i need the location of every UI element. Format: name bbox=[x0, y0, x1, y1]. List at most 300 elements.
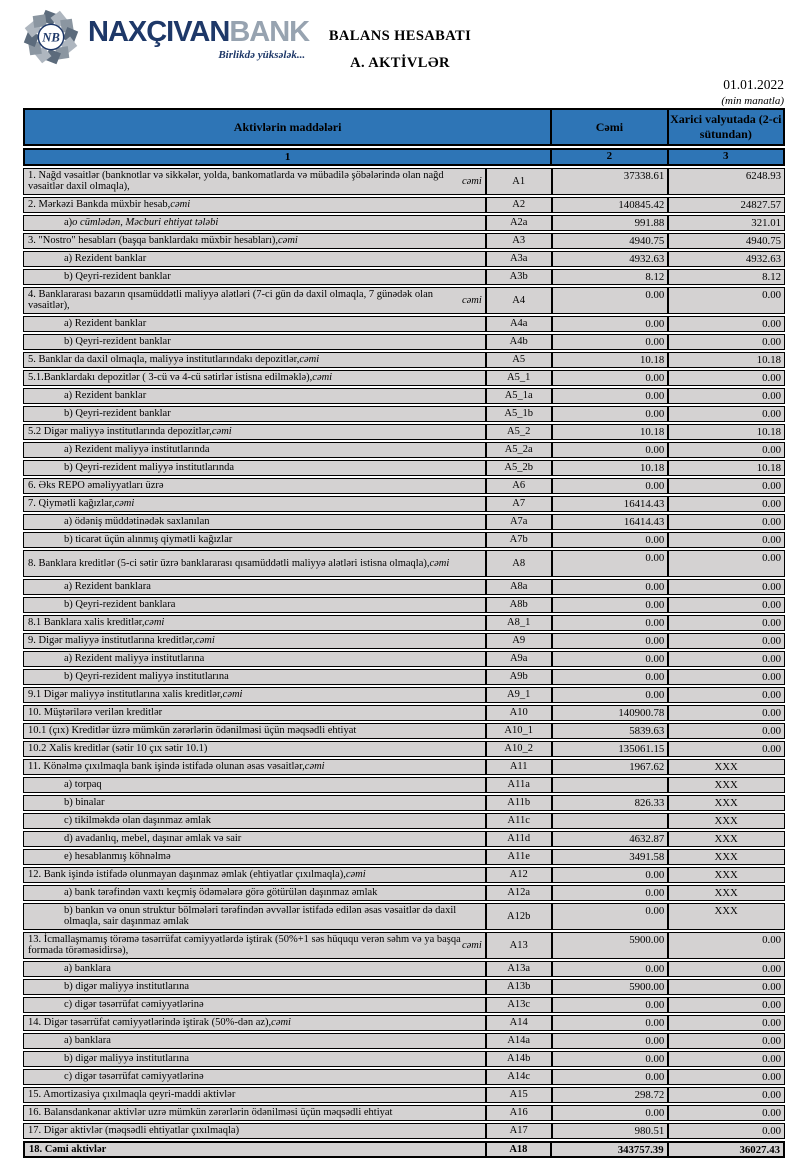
row-label-text: b) Qeyri-rezident banklara bbox=[64, 599, 176, 610]
row-foreign: XXX bbox=[667, 868, 784, 882]
row-label-text: b) Qeyri-rezident maliyyə institutlarına bbox=[64, 671, 229, 682]
row-code: A7b bbox=[485, 533, 551, 547]
row-foreign: 0.00 bbox=[667, 742, 784, 756]
row-foreign: 0.00 bbox=[667, 533, 784, 547]
row-label-text: c) tikilməkdə olan daşınmaz əmlak bbox=[64, 815, 211, 826]
row-total: 3491.58 bbox=[551, 850, 668, 864]
row-label-text: 2. Mərkəzi Bankda müxbir hesab, bbox=[28, 199, 171, 210]
row-label bbox=[24, 288, 485, 313]
row-label-text: 11. Könəlmə çıxılmaqla bank işində istifadə olunan əsas vəsaitlər, bbox=[28, 761, 305, 772]
row-label-text: c) digər təsərrüfat cəmiyyətlərinə bbox=[64, 999, 204, 1010]
row-code: A1 bbox=[485, 169, 551, 194]
row-code: A5_1b bbox=[485, 407, 551, 421]
row-label-text: a) Rezident banklar bbox=[64, 390, 147, 401]
row-label bbox=[24, 933, 485, 958]
row-code: A13b bbox=[485, 980, 551, 994]
row-label bbox=[24, 317, 485, 331]
row-label bbox=[24, 533, 485, 547]
row-label-text: a) Rezident banklar bbox=[64, 253, 147, 264]
row-code: A5_2b bbox=[485, 461, 551, 475]
row-label-italic: cəmi bbox=[461, 175, 482, 187]
row-total: 4632.87 bbox=[551, 832, 668, 846]
row-total: 0.00 bbox=[551, 962, 668, 976]
row-total: 991.88 bbox=[551, 216, 668, 230]
table-row bbox=[23, 514, 785, 530]
row-label-italic: cəmi bbox=[114, 498, 135, 509]
header-total: Cəmi bbox=[550, 110, 666, 144]
row-label bbox=[24, 760, 485, 774]
row-total bbox=[551, 814, 668, 828]
row-label-text: a) banklara bbox=[64, 963, 111, 974]
row-label-text: 18. Cəmi aktivlər bbox=[29, 1143, 107, 1155]
table-row bbox=[23, 1105, 785, 1121]
row-total: 0.00 bbox=[551, 1016, 668, 1030]
row-total: 0.00 bbox=[551, 371, 668, 385]
row-total: 135061.15 bbox=[551, 742, 668, 756]
header-items: Aktivlərin maddələri bbox=[233, 119, 342, 134]
row-label bbox=[24, 479, 485, 493]
row-code: A11b bbox=[485, 796, 551, 810]
row-foreign: 0.00 bbox=[667, 407, 784, 421]
row-code: A17 bbox=[485, 1124, 551, 1138]
row-total: 343757.39 bbox=[550, 1143, 666, 1157]
table-row bbox=[23, 478, 785, 494]
table-row bbox=[23, 460, 785, 476]
row-label bbox=[24, 904, 485, 929]
row-label-text: a) bbox=[64, 217, 73, 228]
table-row bbox=[23, 777, 785, 793]
row-foreign: 10.18 bbox=[667, 461, 784, 475]
row-code: A7 bbox=[485, 497, 551, 511]
row-foreign: 0.00 bbox=[667, 479, 784, 493]
row-label bbox=[24, 706, 485, 720]
row-foreign: 0.00 bbox=[667, 317, 784, 331]
row-label bbox=[24, 1106, 485, 1120]
row-code: A11d bbox=[485, 832, 551, 846]
row-total: 1967.62 bbox=[551, 760, 668, 774]
row-label bbox=[24, 832, 485, 846]
row-total: 0.00 bbox=[551, 1052, 668, 1066]
table-row bbox=[23, 849, 785, 865]
row-total: 0.00 bbox=[551, 634, 668, 648]
row-foreign: 0.00 bbox=[667, 1070, 784, 1084]
row-label-italic: cəmi bbox=[194, 635, 215, 646]
table-row bbox=[23, 269, 785, 285]
table-row bbox=[23, 442, 785, 458]
row-code: A7a bbox=[485, 515, 551, 529]
row-total: 0.00 bbox=[551, 580, 668, 594]
row-label-text: a) bank tərəfindən vaxtı keçmiş ödəmələrə görə götürülən daşınmaz əmlak bbox=[64, 887, 378, 898]
row-label bbox=[24, 742, 485, 756]
row-code: A14c bbox=[485, 1070, 551, 1084]
row-label bbox=[24, 998, 485, 1012]
row-label-text: b) binalar bbox=[64, 797, 105, 808]
row-total: 10.18 bbox=[551, 353, 668, 367]
row-label bbox=[24, 216, 485, 230]
row-code: A2a bbox=[485, 216, 551, 230]
row-foreign: 8.12 bbox=[667, 270, 784, 284]
row-total: 0.00 bbox=[551, 1106, 668, 1120]
row-label bbox=[24, 497, 485, 511]
table-row bbox=[23, 251, 785, 267]
row-code: A5_1 bbox=[485, 371, 551, 385]
table-row bbox=[23, 723, 785, 739]
row-total: 0.00 bbox=[551, 1070, 668, 1084]
row-code: A11 bbox=[485, 760, 551, 774]
row-label-text: 9. Digər maliyyə institutlarına kreditlər, bbox=[28, 635, 195, 646]
row-foreign: 0.00 bbox=[667, 652, 784, 666]
row-label bbox=[24, 234, 485, 248]
table-row bbox=[23, 615, 785, 631]
row-label bbox=[24, 1124, 485, 1138]
row-label bbox=[24, 616, 485, 630]
row-foreign: 0.00 bbox=[667, 598, 784, 612]
table-row bbox=[23, 997, 785, 1013]
row-foreign: 0.00 bbox=[667, 962, 784, 976]
row-total: 5839.63 bbox=[551, 724, 668, 738]
row-label-text: a) torpaq bbox=[64, 779, 102, 790]
row-label-text: 4. Banklararası bazarın qısamüddətli maliyyə alətləri (7-ci gün də daxil olmaqla, 7 günədək olan vəsaitlər), bbox=[28, 288, 433, 312]
row-label bbox=[24, 962, 485, 976]
row-total: 4940.75 bbox=[551, 234, 668, 248]
row-label bbox=[24, 688, 485, 702]
row-foreign: 0.00 bbox=[667, 515, 784, 529]
row-code: A13c bbox=[485, 998, 551, 1012]
row-label-italic: cəmi bbox=[429, 557, 450, 569]
row-code: A18 bbox=[485, 1143, 551, 1157]
row-code: A14 bbox=[485, 1016, 551, 1030]
row-code: A4b bbox=[485, 335, 551, 349]
row-label bbox=[24, 270, 485, 284]
row-foreign: 0.00 bbox=[667, 1034, 784, 1048]
row-label-text: b) Qeyri-rezident banklar bbox=[64, 336, 171, 347]
row-foreign: 0.00 bbox=[667, 998, 784, 1012]
row-total: 0.00 bbox=[551, 335, 668, 349]
row-foreign: 10.18 bbox=[667, 425, 784, 439]
table-row bbox=[23, 579, 785, 595]
row-code: A12b bbox=[485, 904, 551, 929]
row-code: A10 bbox=[485, 706, 551, 720]
balance-table bbox=[23, 108, 785, 1160]
row-label bbox=[24, 980, 485, 994]
row-label bbox=[24, 598, 485, 612]
row-label bbox=[24, 1052, 485, 1066]
row-label bbox=[24, 335, 485, 349]
row-label bbox=[24, 371, 485, 385]
row-label-text: e) hesablanmış köhnəlmə bbox=[64, 851, 171, 862]
table-row bbox=[23, 903, 785, 930]
table-row bbox=[23, 979, 785, 995]
row-foreign: 36027.43 bbox=[667, 1143, 783, 1157]
row-foreign: 0.00 bbox=[667, 580, 784, 594]
row-label-text: 3. "Nostro" hesabları (başqa banklardakı müxbir hesabları), bbox=[28, 235, 278, 246]
row-label bbox=[24, 443, 485, 457]
row-label bbox=[24, 1070, 485, 1084]
row-label bbox=[24, 353, 485, 367]
row-total: 0.00 bbox=[551, 868, 668, 882]
row-label-text: 13. İcmallaşmamış törəmə təsərrüfat cəmiyyətlərdə iştirak (50%+1 səs hüququ verən səhm və ya başqa formada törəməsidirsə), bbox=[28, 933, 461, 957]
table-row bbox=[23, 741, 785, 757]
row-label bbox=[24, 425, 485, 439]
row-label-text: a) ödəniş müddətinədək saxlanılan bbox=[64, 516, 210, 527]
row-total: 8.12 bbox=[551, 270, 668, 284]
row-code: A10_2 bbox=[485, 742, 551, 756]
table-row bbox=[23, 932, 785, 959]
table-row bbox=[23, 352, 785, 368]
row-code: A8a bbox=[485, 580, 551, 594]
row-label bbox=[24, 169, 485, 194]
row-label bbox=[24, 252, 485, 266]
row-label-text: 7. Qiymətli kağızlar, bbox=[28, 498, 115, 509]
bank-monogram: NB bbox=[42, 30, 60, 45]
table-row bbox=[23, 168, 785, 195]
row-label bbox=[25, 1143, 485, 1157]
row-label-italic: cəmi bbox=[312, 372, 333, 383]
row-label bbox=[24, 868, 485, 882]
report-title: BALANS HESABATI bbox=[328, 28, 472, 44]
row-label bbox=[24, 796, 485, 810]
row-total: 0.00 bbox=[551, 288, 668, 313]
row-code: A14a bbox=[485, 1034, 551, 1048]
row-total: 0.00 bbox=[551, 407, 668, 421]
row-foreign: XXX bbox=[667, 796, 784, 810]
table-row bbox=[23, 233, 785, 249]
row-code: A4a bbox=[485, 317, 551, 331]
row-total: 0.00 bbox=[551, 652, 668, 666]
row-total: 0.00 bbox=[551, 551, 668, 576]
row-label-text: 6. Əks REPO əməliyyatları üzrə bbox=[28, 480, 164, 491]
row-total: 0.00 bbox=[551, 904, 668, 929]
bank-name-primary: NAXÇIVAN bbox=[88, 16, 230, 48]
row-label bbox=[24, 515, 485, 529]
row-label-text: b) digər maliyyə institutlarına bbox=[64, 1053, 190, 1064]
row-foreign: 0.00 bbox=[667, 933, 784, 958]
row-label-text: 15. Amortizasiya çıxılmaqla qeyri-maddi aktivlər bbox=[28, 1089, 236, 1100]
table-row bbox=[23, 334, 785, 350]
row-label-italic: cəmi bbox=[222, 689, 243, 700]
row-foreign: XXX bbox=[667, 760, 784, 774]
row-foreign: 6248.93 bbox=[667, 169, 784, 194]
row-foreign: 0.00 bbox=[667, 551, 784, 576]
row-foreign: XXX bbox=[667, 904, 784, 929]
row-total: 16414.43 bbox=[551, 497, 668, 511]
table-row bbox=[23, 961, 785, 977]
table-body bbox=[23, 168, 785, 1159]
row-foreign: 0.00 bbox=[667, 1052, 784, 1066]
row-total: 140845.42 bbox=[551, 198, 668, 212]
row-label bbox=[24, 580, 485, 594]
row-total: 0.00 bbox=[551, 998, 668, 1012]
row-label-text: 12. Bank işində istifadə olunmayan daşınmaz əmlak (ehtiyatlar çıxılmaqla), bbox=[28, 869, 346, 880]
row-label-text: a) Rezident banklar bbox=[64, 318, 147, 329]
colnum-2: 2 bbox=[550, 150, 666, 164]
header-foreign: Xarici valyutada (2-ci sütundan) bbox=[667, 110, 783, 144]
table-header-row bbox=[23, 108, 785, 146]
row-label-italic: cəmi bbox=[461, 939, 482, 951]
row-foreign: XXX bbox=[667, 832, 784, 846]
row-label-text: 14. Digər təsərrüfat cəmiyyətlərində iştirak (50%-dən az), bbox=[28, 1017, 272, 1028]
row-label-text: d) avadanlıq, mebel, daşınar əmlak və sair bbox=[64, 833, 242, 844]
row-foreign: 24827.57 bbox=[667, 198, 784, 212]
row-label bbox=[24, 1034, 485, 1048]
row-foreign: 0.00 bbox=[667, 980, 784, 994]
table-row bbox=[23, 687, 785, 703]
row-code: A5 bbox=[485, 353, 551, 367]
table-row bbox=[23, 1033, 785, 1049]
row-label-text: 5.1.Banklardakı depozitlər ( 3-cü və 4-cü sətirlər istisna edilməklə), bbox=[28, 372, 313, 383]
row-code: A11e bbox=[485, 850, 551, 864]
row-code: A12a bbox=[485, 886, 551, 900]
row-total bbox=[551, 778, 668, 792]
row-code: A16 bbox=[485, 1106, 551, 1120]
row-label-italic: cəmi bbox=[211, 426, 232, 437]
row-foreign: XXX bbox=[667, 886, 784, 900]
row-code: A15 bbox=[485, 1088, 551, 1102]
row-label bbox=[24, 1088, 485, 1102]
row-foreign: XXX bbox=[667, 778, 784, 792]
row-code: A13 bbox=[485, 933, 551, 958]
row-total: 298.72 bbox=[551, 1088, 668, 1102]
row-foreign: 0.00 bbox=[667, 706, 784, 720]
row-code: A4 bbox=[485, 288, 551, 313]
row-total: 0.00 bbox=[551, 616, 668, 630]
table-row bbox=[23, 867, 785, 883]
row-foreign: 0.00 bbox=[667, 389, 784, 403]
row-foreign: 0.00 bbox=[667, 688, 784, 702]
row-total: 0.00 bbox=[551, 1034, 668, 1048]
table-row bbox=[23, 1015, 785, 1031]
row-total: 0.00 bbox=[551, 479, 668, 493]
row-code: A8 bbox=[485, 551, 551, 576]
row-label bbox=[24, 1016, 485, 1030]
row-total: 980.51 bbox=[551, 1124, 668, 1138]
row-code: A3 bbox=[485, 234, 551, 248]
table-row bbox=[23, 550, 785, 577]
row-label-text: 10.2 Xalis kreditlər (sətir 10 çıx sətir 10.1) bbox=[28, 743, 208, 754]
bank-tagline: Birlikdə yüksələk... bbox=[218, 49, 306, 61]
row-label bbox=[24, 407, 485, 421]
row-total: 0.00 bbox=[551, 598, 668, 612]
table-row bbox=[23, 795, 785, 811]
row-code: A9 bbox=[485, 634, 551, 648]
table-row bbox=[23, 388, 785, 404]
row-label-text: b) bankın və onun struktur bölmələri tərəfindən əvvəllər istifadə edilən əsas vəsaitlər də daxil olmaqla, sair daşınmaz əmlak bbox=[64, 904, 457, 928]
row-label-text: a) Rezident banklara bbox=[64, 581, 151, 592]
table-row bbox=[23, 1123, 785, 1139]
row-foreign: 0.00 bbox=[667, 443, 784, 457]
row-label-italic: cəmi bbox=[271, 1017, 291, 1028]
table-row bbox=[23, 287, 785, 314]
row-label-text: 16. Balansdankənar aktivlər uzrə mümkün zərərlərin ödənilməsi üçün məqsədli ehtiyat bbox=[28, 1107, 393, 1118]
row-code: A13a bbox=[485, 962, 551, 976]
table-row bbox=[23, 633, 785, 649]
row-total: 4932.63 bbox=[551, 252, 668, 266]
row-label-italic: cəmi bbox=[299, 354, 320, 365]
row-label-italic: cəmi bbox=[144, 617, 165, 628]
row-total: 0.00 bbox=[551, 688, 668, 702]
row-label bbox=[24, 724, 485, 738]
row-code: A11c bbox=[485, 814, 551, 828]
row-label-text: 5. Banklar da daxil olmaqla, maliyyə institutlarındakı depozitlər, bbox=[28, 354, 300, 365]
table-row bbox=[23, 197, 785, 213]
row-foreign: XXX bbox=[667, 814, 784, 828]
report-date: 01.01.2022 bbox=[723, 77, 784, 92]
table-row bbox=[23, 597, 785, 613]
row-label-text: a) Rezident maliyyə institutlarında bbox=[64, 444, 210, 455]
row-label bbox=[24, 551, 485, 576]
table-colnum-row bbox=[23, 148, 785, 166]
table-row bbox=[23, 1051, 785, 1067]
table-row bbox=[23, 316, 785, 332]
row-label-italic: cəmi bbox=[170, 199, 191, 210]
report-subtitle: A. AKTİVLƏR bbox=[350, 55, 450, 71]
row-label-text: 17. Digər aktivlər (məqsədli ehtiyatlar çıxılmaqla) bbox=[28, 1125, 240, 1136]
row-label-text: b) Qeyri-rezident banklar bbox=[64, 271, 171, 282]
row-label bbox=[24, 778, 485, 792]
row-label-text: 9.1 Digər maliyyə institutlarına xalis kreditlər, bbox=[28, 689, 223, 700]
row-foreign: 0.00 bbox=[667, 335, 784, 349]
table-row bbox=[23, 705, 785, 721]
row-total: 0.00 bbox=[551, 317, 668, 331]
row-code: A2 bbox=[485, 198, 551, 212]
row-code: A3a bbox=[485, 252, 551, 266]
table-row bbox=[23, 759, 785, 775]
table-row bbox=[23, 831, 785, 847]
row-foreign: 0.00 bbox=[667, 371, 784, 385]
row-label-italic: cəmi bbox=[278, 235, 298, 246]
row-code: A3b bbox=[485, 270, 551, 284]
row-total: 0.00 bbox=[551, 389, 668, 403]
row-foreign: 0.00 bbox=[667, 497, 784, 511]
row-foreign: 10.18 bbox=[667, 353, 784, 367]
row-label-text: b) digər maliyyə institutlarına bbox=[64, 981, 190, 992]
row-label-italic: o cümlədən, Məcburi ehtiyat tələbi bbox=[72, 217, 219, 228]
table-row bbox=[23, 813, 785, 829]
row-code: A9a bbox=[485, 652, 551, 666]
row-foreign: 0.00 bbox=[667, 288, 784, 313]
row-code: A10_1 bbox=[485, 724, 551, 738]
row-total: 0.00 bbox=[551, 443, 668, 457]
row-code: A5_1a bbox=[485, 389, 551, 403]
row-code: A9_1 bbox=[485, 688, 551, 702]
row-label bbox=[24, 814, 485, 828]
row-total: 0.00 bbox=[551, 886, 668, 900]
row-label-text: 5.2 Digər maliyyə institutlarında depozitlər, bbox=[28, 426, 212, 437]
row-code: A8b bbox=[485, 598, 551, 612]
row-label-italic: cəmi bbox=[304, 761, 325, 772]
row-label bbox=[24, 198, 485, 212]
row-foreign: 0.00 bbox=[667, 1088, 784, 1102]
colnum-1: 1 bbox=[284, 150, 291, 163]
row-code: A8_1 bbox=[485, 616, 551, 630]
row-label bbox=[24, 670, 485, 684]
row-label bbox=[24, 461, 485, 475]
row-label-text: b) Qeyri-rezident maliyyə institutlarında bbox=[64, 462, 234, 473]
row-foreign: 0.00 bbox=[667, 724, 784, 738]
row-total: 0.00 bbox=[551, 670, 668, 684]
table-row bbox=[23, 215, 785, 231]
row-label-text: 8.1 Banklara xalis kreditlər, bbox=[28, 617, 145, 628]
table-row bbox=[23, 651, 785, 667]
table-row bbox=[23, 885, 785, 901]
table-row bbox=[23, 496, 785, 512]
table-row bbox=[23, 669, 785, 685]
row-label-italic: cəmi bbox=[461, 294, 482, 306]
row-total: 10.18 bbox=[551, 425, 668, 439]
row-code: A9b bbox=[485, 670, 551, 684]
row-total: 16414.43 bbox=[551, 515, 668, 529]
row-label-italic: cəmi bbox=[345, 869, 366, 880]
